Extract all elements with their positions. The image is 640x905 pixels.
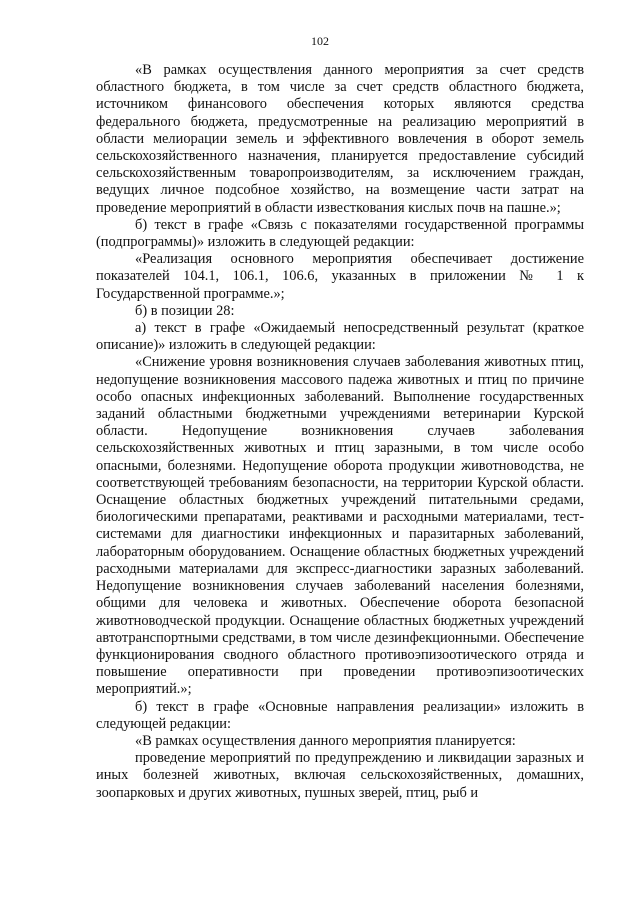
paragraph-subsidy-liming: «В рамках осуществления данного мероприятия за счет средств областного бюджета, в том числе за счет средств областного бюджета, источником финансового обеспечения которых являются средства федерального бюджета, предусмотренные на реализацию мероприятий в области мелиорации земель и эффективного вовлечения в оборот земель сельскохозяйственного назначения, планируется предоставление субсидий сельскохозяйственным товаропроизводителям, за исключением граждан, ведущих личное подсобное хозяйство, на возмещение части затрат на проведение мероприятий в области известкования кислых почв на пашне.»; bbox=[96, 62, 584, 216]
paragraph-position-28: б) в позиции 28: bbox=[135, 302, 235, 319]
paragraph-expected-result-column: а) текст в графе «Ожидаемый непосредственный результат (краткое описание)» изложить в следующей редакции: bbox=[96, 320, 584, 354]
paragraph-directions-intro: «В рамках осуществления данного мероприятия планируется: bbox=[135, 732, 516, 749]
paragraph-disease-prevention: проведение мероприятий по предупреждению и ликвидации заразных и иных болезней животных, включая сельскохозяйственных, домашних, зоопарковых и других животных, пушных зверей, птиц, рыб и bbox=[96, 750, 584, 801]
paragraph-directions-column: б) текст в графе «Основные направления реализации» изложить в следующей редакции: bbox=[96, 698, 584, 732]
paragraph-expected-result-text: «Снижение уровня возникновения случаев заболевания животных птиц, недопущение возникновения массового падежа животных и птиц по причине особо опасных инфекционных заболеваний. Выполнение государственных заданий областными бюджетными учреждениями ветеринарии Курской области. Недопущение возникновения случаев заболевания сельскохозяйственных животных и птиц заразными, в том числе особо опасными, болезнями. Недопущение оборота продукции животноводства, не соответствующей требованиям безопасности, на территории Курской области. Оснащение областных бюджетных учреждений питательными средами, биологическими препаратами, реактивами и расходными материалами, тест-системами для диагностики инфекционных и паразитарных заболеваний, лабораторным оборудованием. Оснащение областных бюджетных учреждений расходными материалами для экспресс-диагностики заразных заболеваний. Недопущение возникновения случаев заболеваний населения болезнями, общими для человека и животных. Обеспечение оборота безопасной животноводческой продукции. Оснащение областных бюджетных учреждений автотранспортными средствами, в том числе дезинфекционными. Обеспечение функционирования сводного областного противоэпизоотического отряда и повышение оперативности при проведении противоэпизоотических мероприятий.»; bbox=[96, 354, 584, 698]
paragraph-indicators-text: «Реализация основного мероприятия обеспечивает достижение показателей 104.1, 106.1, 106.6, указанных в приложении № 1 к Государственной программе.»; bbox=[96, 251, 584, 302]
page-number: 102 bbox=[311, 34, 329, 48]
paragraph-indicators-column: б) текст в графе «Связь с показателями государственной программы (подпрограммы)» изложить в следующей редакции: bbox=[96, 216, 584, 251]
document-body bbox=[96, 62, 584, 802]
